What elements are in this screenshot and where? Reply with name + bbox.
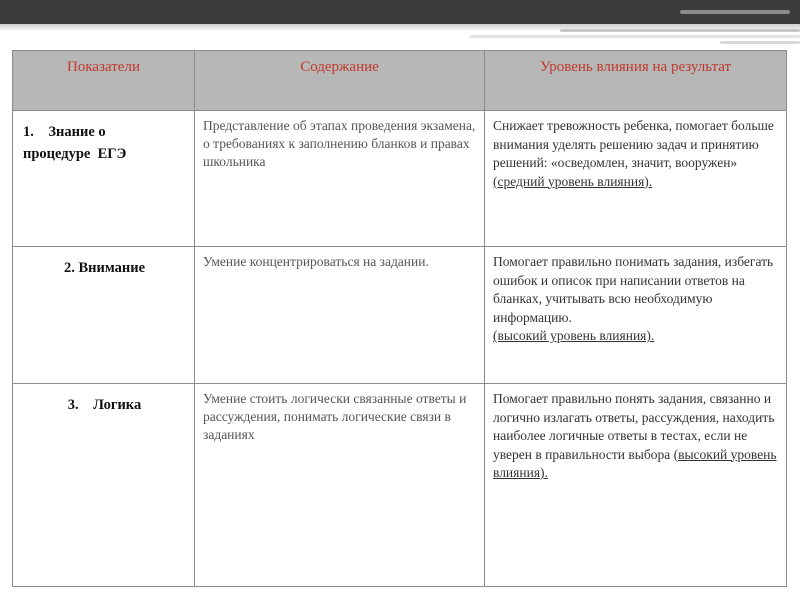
impact-text: Помогает правильно понимать задания, избегать ошибок и описок при написании ответов на бланках, учитывать всю необходимую информацию. bbox=[493, 254, 774, 325]
header-impact-level: Уровень влияния на результат bbox=[485, 51, 787, 111]
indicator-label: 2. Внимание bbox=[63, 260, 146, 276]
impact-cell bbox=[485, 384, 787, 587]
impact-cell bbox=[485, 247, 787, 384]
header-content: Содержание bbox=[195, 51, 485, 111]
impact-level-note: (средний уровень влияния). bbox=[493, 173, 653, 189]
indicator-label: 1. Знание о bbox=[23, 124, 106, 140]
decor-stripe bbox=[470, 35, 800, 38]
indicator-cell bbox=[13, 384, 195, 587]
content-cell: Умение стоить логически связанные ответы и рассуждения, понимать логические связи в заданиях bbox=[195, 384, 485, 587]
content-cell: Представление об этапах проведения экзамена, о требованиях к заполнению бланков и правах школьника bbox=[195, 111, 485, 247]
table-row bbox=[13, 384, 787, 587]
indicator-label-continued: процедуре ЕГЭ bbox=[23, 146, 127, 162]
indicator-cell bbox=[13, 111, 195, 247]
impact-cell bbox=[485, 111, 787, 247]
decor-stripe bbox=[720, 41, 800, 44]
indicator-label: 3. Логика bbox=[67, 397, 142, 413]
header-indicators: Показатели bbox=[13, 51, 195, 111]
content-cell: Умение концентрироваться на задании. bbox=[195, 247, 485, 384]
decor-stripe bbox=[560, 29, 800, 32]
table-header-row bbox=[13, 51, 787, 111]
decor-stripe bbox=[680, 10, 790, 14]
indicator-cell bbox=[13, 247, 195, 384]
table-row bbox=[13, 111, 787, 247]
impact-level-note: (высокий уровень влияния). bbox=[493, 446, 777, 480]
impact-level-note: (высокий уровень влияния). bbox=[493, 328, 655, 343]
impact-text: Снижает тревожность ребенка, помогает больше внимания уделять решению задач и принятию решений: «осведомлен, значит, вооружен» bbox=[493, 118, 774, 170]
impact-text: Помогает правильно понять задания, связанно и логично излагать ответы, рассуждения, находить наиболее логичные ответы в тестах, если не уверен в правильности выбора bbox=[493, 391, 775, 462]
table-row bbox=[13, 247, 787, 384]
indicators-table bbox=[12, 50, 787, 587]
